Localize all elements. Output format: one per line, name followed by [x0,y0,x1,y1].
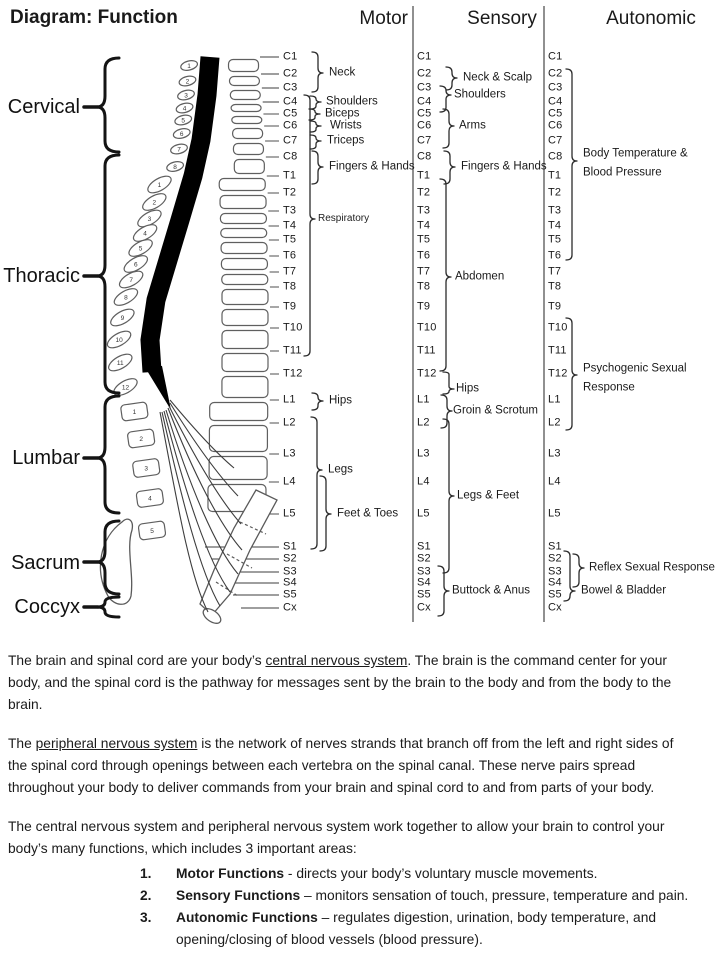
body-text [8,650,692,951]
level-label-sensory-L4: L4 [417,475,430,488]
level-label-autonomic-C5: C5 [548,107,563,120]
vertebra-number: 7 [177,146,181,154]
vertebra-process-c3 [177,89,196,102]
level-label-sensory-T12: T12 [417,367,437,380]
level-label-motor-T8: T8 [283,280,297,293]
level-label-sensory-S3: S3 [417,565,431,578]
level-label-sensory-C2: C2 [417,67,432,80]
level-label-sensory-C6: C6 [417,119,432,132]
function-label-motor: Neck [329,66,356,79]
level-label-sensory-L3: L3 [417,447,430,460]
vertebra-process-t11 [106,351,135,374]
level-label-autonomic-T11: T11 [548,344,567,357]
vertebra-number: 9 [120,314,125,322]
level-label-autonomic-L2: L2 [548,416,561,429]
region-label-cervical: Cervical [7,96,80,118]
level-label-sensory-T5: T5 [417,233,431,246]
level-label-autonomic-C6: C6 [548,119,563,132]
function-bracket-motor-3 [310,121,321,132]
region-brace-cervical [97,58,119,152]
level-label-autonomic-C3: C3 [548,81,563,94]
level-label-motor-T5: T5 [283,233,297,246]
function-label-motor: Wrists [330,119,362,132]
region-label-coccyx: Coccyx [14,596,80,618]
vertebra-body [221,229,267,238]
level-label-autonomic-T3: T3 [548,204,562,217]
vertebra-body [222,377,268,398]
level-label-sensory-C3: C3 [417,81,432,94]
vertebra-process-t1 [145,173,174,196]
text-segment: The [8,736,36,751]
function-label-motor: Hips [329,394,353,407]
function-bracket-sensory-2 [443,109,454,148]
level-label-motor-C7: C7 [283,134,298,147]
function-label-motor: Respiratory [318,213,370,224]
level-label-motor-L1: L1 [283,393,296,406]
level-label-motor-S5: S5 [283,588,297,601]
function-bracket-autonomic-3 [573,554,584,587]
page-title: Diagram: Function [10,7,178,28]
level-label-autonomic-T8: T8 [548,280,562,293]
level-label-sensory-T4: T4 [417,219,431,232]
vertebra-number: 1 [187,62,191,70]
level-label-sensory-S2: S2 [417,552,431,565]
vertebra-number: 2 [152,199,157,207]
function-bracket-motor-7 [312,393,323,410]
level-label-autonomic-T5: T5 [548,233,562,246]
function-bracket-motor-9 [320,476,331,551]
list-number: 2. [140,888,152,903]
level-label-autonomic-C8: C8 [548,150,563,163]
function-label-motor: Triceps [327,134,365,147]
text-segment: peripheral nervous system [35,736,198,751]
vertebra-number: 6 [133,261,138,269]
level-label-autonomic-C2: C2 [548,67,563,80]
vertebra-number: 4 [143,230,147,238]
vertebra-body [219,179,265,191]
level-label-motor-T4: T4 [283,219,297,232]
level-label-sensory-L5: L5 [417,507,430,520]
vertebra-number: 5 [138,245,143,253]
function-bracket-motor-5 [312,151,323,184]
level-label-motor-S1: S1 [283,540,297,553]
vertebra-process-c1 [180,59,199,72]
function-bracket-sensory-3 [444,151,455,184]
level-label-sensory-T8: T8 [417,280,431,293]
vertebra-process-c4 [175,102,194,115]
level-label-sensory-L2: L2 [417,416,430,429]
level-label-autonomic-C4: C4 [548,95,563,108]
vertebra-body [222,275,268,285]
level-label-motor-L3: L3 [283,447,296,460]
vertebra-body [231,105,261,112]
function-bracket-motor-6 [304,95,315,356]
level-label-motor-T6: T6 [283,249,297,262]
function-label-autonomic: Reflex Sexual Response [589,561,715,574]
level-label-sensory-T9: T9 [417,300,431,313]
level-label-motor-S3: S3 [283,565,297,578]
vertebra-process-c8 [166,160,185,173]
vertebra-process-l2 [127,429,155,448]
vertebra-number: 2 [185,78,190,86]
function-label-motor: Shoulders [326,95,378,108]
level-label-motor-C8: C8 [283,150,298,163]
level-label-sensory-C5: C5 [417,107,432,120]
function-bracket-sensory-6 [441,395,452,428]
vertebra-body [233,129,263,139]
function-bracket-motor-0 [312,52,323,92]
vertebra-number: 11 [116,359,124,367]
vertebra-body [233,144,263,155]
function-label-sensory: Buttock & Anus [452,584,530,597]
function-label-sensory: Neck & Scalp [463,71,533,84]
function-label-motor: Biceps [325,107,360,120]
vertebra-number: 5 [181,117,186,125]
level-label-motor-S2: S2 [283,552,297,565]
function-label-sensory: Hips [456,382,480,395]
level-label-motor-T11: T11 [283,344,302,357]
level-label-motor-T10: T10 [283,321,303,334]
level-label-autonomic-Cx: Cx [548,601,562,614]
vertebra-body [209,426,267,452]
level-label-sensory-T11: T11 [417,344,436,357]
function-label-sensory: Groin & Scrotum [453,404,538,417]
vertebra-body [222,310,268,326]
text-segment: The brain and spinal cord are your body’s [8,653,266,668]
vertebra-body [222,331,268,349]
vertebra-body [222,354,268,372]
function-label-motor: Fingers & Hands [329,160,415,173]
vertebra-process-l3 [132,458,160,477]
region-label-thoracic: Thoracic [3,265,80,287]
vertebra-process-c5 [174,114,193,127]
level-label-motor-T7: T7 [283,265,297,278]
level-label-motor-C5: C5 [283,107,298,120]
function-label-autonomic: Body Temperature & [583,147,688,160]
paragraph-cns [8,650,692,716]
level-label-motor-Cx: Cx [283,601,297,614]
level-label-sensory-C8: C8 [417,150,432,163]
vertebra-body [221,243,267,254]
vertebra-process-c2 [178,75,197,88]
vertebra-number: 5 [150,527,154,535]
vertebra-process-t9 [108,306,137,329]
vertebra-body [222,290,268,305]
function-label-motor: Feet & Toes [337,507,399,520]
function-label-autonomic: Bowel & Bladder [581,584,667,597]
level-label-autonomic-S2: S2 [548,552,562,565]
level-label-autonomic-T1: T1 [548,169,562,182]
vertebra-body [210,403,268,421]
function-label-sensory: Fingers & Hands [461,160,547,173]
function-label-autonomic: Blood Pressure [583,166,662,179]
level-label-autonomic-L5: L5 [548,507,561,520]
function-bracket-sensory-8 [438,566,449,616]
level-label-autonomic-S1: S1 [548,540,562,553]
vertebra-number: 12 [121,384,130,392]
vertebra-body [229,77,259,86]
column-header-motor: Motor [359,8,408,29]
vertebra-body [221,259,267,270]
level-label-autonomic-T6: T6 [548,249,562,262]
vertebra-process-t10 [105,328,134,351]
vertebra-number: 1 [132,408,137,416]
vertebra-body [234,160,264,174]
level-label-motor-T12: T12 [283,367,303,380]
level-label-autonomic-L3: L3 [548,447,561,460]
function-label-motor: Legs [328,463,353,476]
function-bracket-motor-8 [311,417,322,549]
list-number: 1. [140,866,152,881]
level-label-autonomic-L1: L1 [548,393,561,406]
list-item [8,863,692,885]
level-label-sensory-S1: S1 [417,540,431,553]
vertebra-process-l4 [136,488,164,507]
level-label-sensory-S5: S5 [417,588,431,601]
vertebra-body [220,196,266,209]
function-label-sensory: Abdomen [455,270,505,283]
level-label-motor-C3: C3 [283,81,298,94]
vertebra-number: 4 [182,105,187,113]
column-header-autonomic: Autonomic [606,8,696,29]
vertebra-number: 3 [144,465,149,473]
level-label-motor-S4: S4 [283,576,297,589]
level-label-motor-C6: C6 [283,119,298,132]
level-label-autonomic-L4: L4 [548,475,561,488]
function-bracket-autonomic-0 [566,69,577,260]
text-segment: central nervous system [265,653,408,668]
level-label-sensory-T6: T6 [417,249,431,262]
function-bracket-sensory-5 [443,372,454,394]
level-label-autonomic-T10: T10 [548,321,568,334]
vertebra-number: 6 [179,130,184,138]
level-label-sensory-C1: C1 [417,50,432,63]
vertebra-body [230,91,260,100]
list-item [8,885,692,907]
vertebra-number: 10 [115,336,123,344]
vertebra-process-c6 [172,127,191,140]
list-item [8,907,692,951]
level-label-autonomic-C1: C1 [548,50,563,63]
level-label-sensory-C4: C4 [417,95,432,108]
level-label-motor-T3: T3 [283,204,297,217]
vertebra-body [209,457,267,480]
region-label-lumbar: Lumbar [12,447,80,469]
level-label-autonomic-S5: S5 [548,588,562,601]
region-brace-lumbar [97,396,119,513]
vertebra-body [229,60,259,72]
function-label-autonomic: Response [583,381,635,394]
level-label-sensory-T3: T3 [417,204,431,217]
level-label-sensory-S4: S4 [417,576,431,589]
function-bracket-sensory-4 [440,179,451,371]
vertebra-process-t8 [112,285,141,308]
list-number: 3. [140,910,152,925]
level-label-motor-T1: T1 [283,169,297,182]
function-bracket-sensory-7 [443,419,454,573]
level-label-autonomic-T4: T4 [548,219,562,232]
vertebra-number: 8 [124,294,128,302]
vertebra-number: 7 [129,276,133,284]
function-label-sensory: Arms [459,119,486,132]
level-label-autonomic-T12: T12 [548,367,568,380]
text-segment: . The brain is the command center for your body, and the spinal cord is the pathway for messages sent by the brain to the body and from the body to the brain. [8,653,672,712]
region-label-sacrum: Sacrum [11,552,80,574]
vertebra-number: 1 [157,181,162,189]
vertebra-process-l5 [138,521,166,540]
list-text: Sensory Functions – monitors sensation of touch, pressure, temperature and pain. [176,888,689,903]
function-bracket-sensory-0 [446,67,457,90]
column-header-sensory: Sensory [467,8,537,29]
vertebra-process-l1 [120,402,148,421]
text-segment: is the network of nerves strands that branch off from the left and right sides of the spinal cord through openings between each vertebra on the spinal canal. These nerve pairs spread throughout your body to deliver commands from your brain and spinal cord to and from parts of your body. [8,736,674,795]
level-label-autonomic-T7: T7 [548,265,562,278]
text-segment: The central nervous system and peripheral nervous system work together to allow your brain to control your body’s many functions, which includes 3 important areas: [8,819,665,856]
level-label-motor-C4: C4 [283,95,298,108]
vertebra-number: 8 [173,163,177,171]
vertebra-number: 4 [148,495,152,503]
conus-medullaris-graphic [143,364,171,410]
functions-list [8,863,692,951]
list-text: Autonomic Functions – regulates digestion, urination, body temperature, and opening/closing of blood vessels (blood pressure). [176,910,657,947]
list-text: Motor Functions - directs your body’s voluntary muscle movements. [176,866,598,881]
level-label-motor-T2: T2 [283,186,297,199]
function-label-sensory: Shoulders [454,88,506,101]
level-label-motor-L2: L2 [283,416,296,429]
function-label-autonomic: Psychogenic Sexual [583,362,687,375]
paragraph-together [8,816,692,860]
function-label-sensory: Legs & Feet [457,489,520,502]
level-label-autonomic-T2: T2 [548,186,562,199]
paragraph-pns [8,733,692,799]
function-bracket-autonomic-1 [566,318,577,430]
vertebra-number: 2 [139,435,143,443]
level-label-motor-C1: C1 [283,50,298,63]
function-bracket-autonomic-2 [564,551,575,601]
level-label-autonomic-S3: S3 [548,565,562,578]
level-label-sensory-T2: T2 [417,186,431,199]
level-label-sensory-Cx: Cx [417,601,431,614]
region-brace-thoracic [97,155,119,393]
vertebra-process-c7 [170,143,189,156]
level-label-autonomic-C7: C7 [548,134,563,147]
vertebra-number: 3 [147,215,152,223]
level-label-sensory-C7: C7 [417,134,432,147]
level-label-motor-C2: C2 [283,67,298,80]
function-bracket-motor-4 [310,135,321,149]
vertebra-body [220,214,266,224]
level-label-motor-T9: T9 [283,300,297,313]
level-label-sensory-T10: T10 [417,321,437,334]
level-label-motor-L5: L5 [283,507,296,520]
level-label-autonomic-T9: T9 [548,300,562,313]
level-label-motor-L4: L4 [283,475,296,488]
level-label-sensory-T7: T7 [417,265,431,278]
level-label-sensory-L1: L1 [417,393,430,406]
function-bracket-motor-1 [310,96,321,109]
vertebra-number: 3 [184,92,188,100]
vertebra-body [232,117,262,124]
level-label-sensory-T1: T1 [417,169,431,182]
level-label-autonomic-S4: S4 [548,576,562,589]
